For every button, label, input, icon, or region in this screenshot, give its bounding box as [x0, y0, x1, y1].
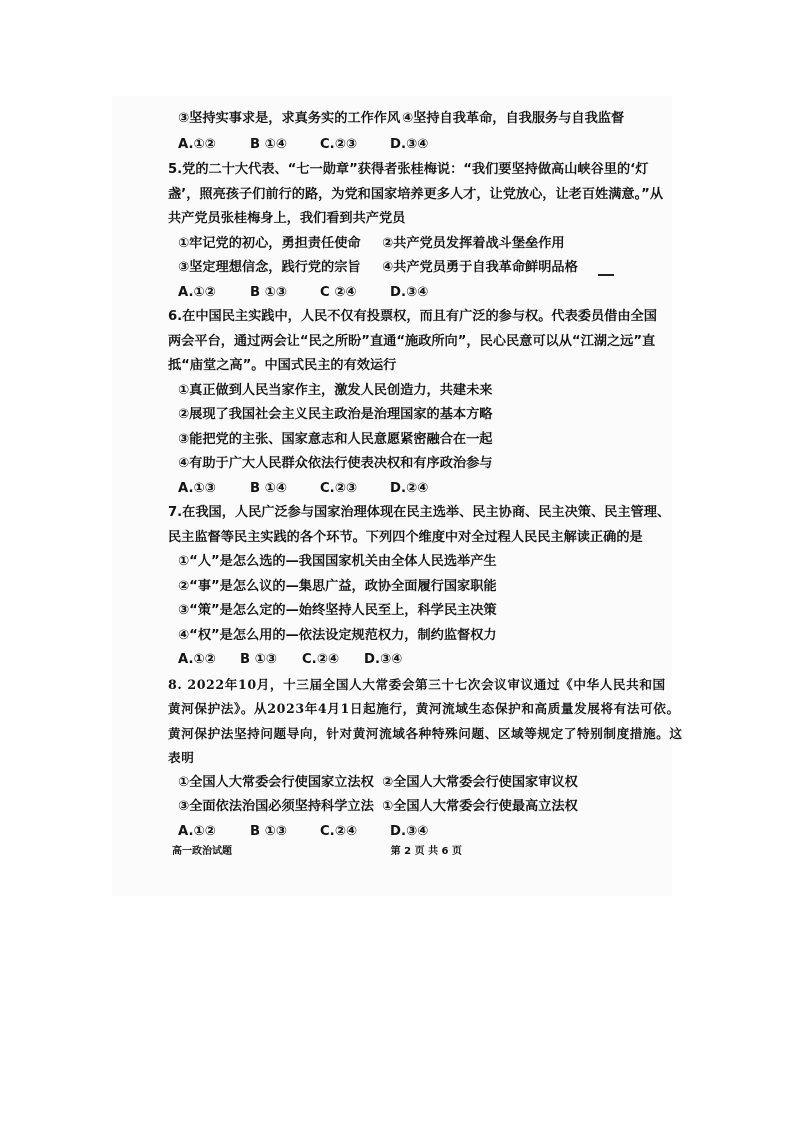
q8-options	[178, 820, 648, 845]
page-footer	[172, 842, 462, 857]
q8-stem-line: 8. 2022年10月，十三届全国人大常委会第三十七次会议审议通过《中华人民共和国	[168, 676, 666, 692]
q7-stem-line: 民主监督等民主实践的各个环节。下列四个维度中对全过程人民民主解读正确的是	[168, 529, 643, 545]
q6-item-4: ④有助于广大人民群众依法行使表决权和有序政治参与	[178, 456, 493, 471]
q8-stem-line: 黄河保护法坚持问题导向，针对黄河流域各种特殊问题、区域等规定了特别制度措施。这	[168, 725, 683, 741]
q8-option-d[interactable]: D.③④	[390, 823, 429, 839]
q6-item-1: ①真正做到人民当家作主，激发人民创造力，共建未来	[178, 382, 493, 398]
q7-stem-line: 7.在我国，人民广泛参与国家治理体现在民主选举、民主协商、民主决策、民主管理、	[168, 505, 671, 520]
q6-option-a[interactable]: A.①③	[178, 480, 216, 496]
q8-item-1: ①全国人大常委会行使国家立法权	[178, 774, 374, 790]
q7-item-4: ④“权”是怎么用的—依法设定规范权力，制约监督权力	[178, 627, 497, 643]
q7-item-3: ③“策”是怎么定的—始终坚持人民至上，科学民主决策	[178, 603, 497, 618]
q5-items-row-1	[178, 232, 648, 257]
q5-options	[178, 281, 648, 306]
q6-option-b[interactable]: B ①④	[250, 480, 287, 496]
q6-item-2: ②展现了我国社会主义民主政治是治理国家的基本方略	[178, 407, 493, 422]
q4-items-line	[178, 106, 648, 132]
q6-option-c[interactable]: C.②③	[320, 480, 358, 496]
footer-page-number: 第 2 页 共 6 页	[390, 846, 462, 857]
q5-stem-line: 5.党的二十大代表、“七一勋章”获得者张桂梅说：“我们要坚持做高山峡谷里的‘灯	[168, 162, 649, 177]
q4-option-a[interactable]: A.①②	[178, 137, 216, 152]
q6-stem-line: 6.在中国民主实践中，人民不仅有投票权，而且有广泛的参与权。代表委员借由全国	[168, 309, 657, 324]
q5-items-row-2	[178, 256, 648, 281]
q6-options	[178, 477, 648, 502]
q7-option-d[interactable]: D.③④	[364, 652, 403, 667]
q5-stem-line: 盏’，照亮孩子们前行的路，为党和国家培养更多人才，让党放心，让老百姓满意。”从	[168, 186, 664, 202]
q8-item-2: ②全国人大常委会行使国家审议权	[382, 774, 578, 790]
q4-item-4: ④坚持自我革命，自我服务与自我监督	[402, 111, 625, 126]
q6-stem-line: 两会平台，通过两会让“民之所盼”直通“施政所向”，民心民意可以从“江湖之远”直	[168, 333, 656, 349]
q6-stem-line: 抵“庙堂之高”。中国式民主的有效运行	[168, 358, 397, 373]
q8-items-row-2	[178, 795, 648, 820]
q7-stem	[168, 501, 671, 550]
exam-page	[168, 106, 683, 844]
q5-option-b[interactable]: B ①③	[250, 284, 287, 300]
q8-item-4: ①全国人大常委会行使最高立法权	[382, 799, 578, 814]
q6-stem	[168, 305, 657, 379]
q8-option-c[interactable]: C.②④	[320, 823, 358, 839]
q5-stem-line: 共产党员张桂梅身上，我们看到共产党员	[168, 211, 406, 226]
q5-item-3: ③坚定理想信念，践行党的宗旨	[178, 260, 361, 275]
q8-item-3: ③全面依法治国必须坚持科学立法	[178, 799, 374, 814]
q4-item-3: ③坚持实事求是，求真务实的工作作风	[178, 111, 401, 126]
q7-item-2: ②“事”是怎么议的—集思广益，政协全面履行国家职能	[178, 578, 497, 594]
q4-option-b[interactable]: B ①④	[250, 137, 287, 152]
q8-stem-line: 黄河保护法》。从2023年4月1日起施行，黄河流域生态保护和高质量发展将有法可依。	[168, 701, 680, 716]
q8-option-b[interactable]: B ①③	[250, 823, 287, 839]
q5-item-1: ①牢记党的初心，勇担责任使命	[178, 235, 361, 251]
q5-item-2: ②共产党员发挥着战斗堡垒作用	[382, 235, 565, 251]
q7-options	[178, 648, 648, 673]
q5-stem	[168, 158, 664, 232]
q8-stem-line: 表明	[168, 750, 195, 765]
q4-option-d[interactable]: D.③④	[390, 137, 429, 152]
q7-item-1: ①“人”是怎么选的—我国国家机关由全体人民选举产生	[178, 554, 497, 569]
q5-item-4: ④共产党员勇于自我革命鲜明品格	[382, 260, 578, 275]
q4-options	[178, 132, 648, 158]
q5-option-d[interactable]: D.③④	[390, 284, 429, 300]
q6-option-d[interactable]: D.②④	[390, 480, 429, 496]
q6-item-3: ③能把党的主张、国家意志和人民意愿紧密融合在一起	[178, 431, 493, 447]
q8-option-a[interactable]: A.①②	[178, 823, 216, 839]
q5-option-c[interactable]: C ②④	[320, 284, 357, 300]
q7-option-c[interactable]: C.②④	[302, 652, 340, 667]
q8-items-row-1	[178, 771, 648, 796]
q7-option-b[interactable]: B ①③	[240, 652, 277, 667]
q4-option-c[interactable]: C.②③	[320, 137, 358, 152]
q8-stem	[168, 673, 683, 771]
footer-subject: 高一政治试题	[172, 846, 232, 857]
q7-option-a[interactable]: A.①②	[178, 652, 216, 667]
q5-option-a[interactable]: A.①②	[178, 284, 216, 300]
